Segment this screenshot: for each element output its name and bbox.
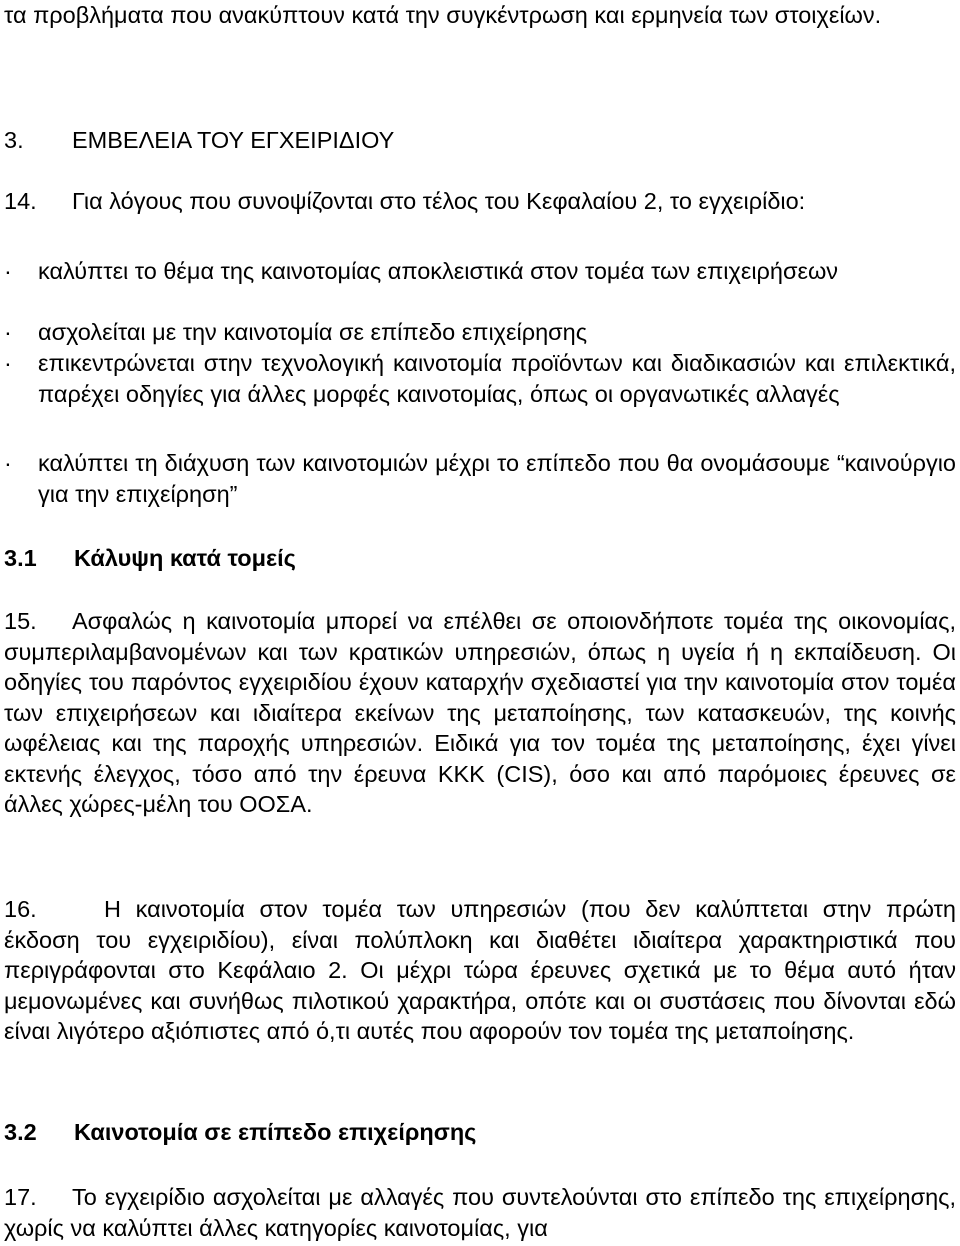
section-title: ΕΜΒΕΛΕΙΑ ΤΟΥ ΕΓΧΕΙΡΙΔΙΟΥ xyxy=(72,127,395,153)
bullet-marker: · xyxy=(4,319,12,345)
bullet-item xyxy=(4,348,956,409)
paragraph-number: 15. xyxy=(4,608,37,634)
section-3-1-heading xyxy=(4,543,296,574)
bullet-item xyxy=(4,317,956,348)
paragraph-17 xyxy=(4,1182,956,1243)
paragraph-number: 14. xyxy=(4,188,37,214)
section-title: Καινοτομία σε επίπεδο επιχείρησης xyxy=(74,1119,477,1145)
section-number: 3.1 xyxy=(4,545,37,571)
intro-paragraph-tail: τα προβλήματα που ανακύπτουν κατά την συγκέντρωση και ερμηνεία των στοιχείων. xyxy=(4,2,882,28)
bullet-item xyxy=(4,256,956,287)
bullet-marker: · xyxy=(4,350,12,376)
bullet-item xyxy=(4,448,956,509)
section-number: 3.2 xyxy=(4,1119,37,1145)
section-3-2-heading xyxy=(4,1117,476,1148)
paragraph-text: Η καινοτομία στον τομέα των υπηρεσιών (που δεν καλύπτεται στην πρώτη έκδοση του εγχειριδίου), είναι πολύπλοκη και διαθέτει ιδιαίτερα χαρακτηριστικά που περιγράφονται στο Κεφάλαιο 2. Οι μέχρι τώρα έρευνες σχετικά με το θέμα αυτό ήταν μεμονωμένες και συνήθως πιλοτικού χαρακτήρα, οπότε και οι συστάσεις που δίνονται εδώ είναι λιγότερο αξιόπιστες από ό,τι αυτές που αφορούν τον τομέα της μεταποίησης. xyxy=(4,896,956,1044)
section-3-heading xyxy=(4,125,956,156)
bullet-text: επικεντρώνεται στην τεχνολογική καινοτομία προϊόντων και διαδικασιών και επιλεκτικά, παρέχει οδηγίες για άλλες μορφές καινοτομίας, όπως οι οργανωτικές αλλαγές xyxy=(38,350,956,407)
paragraph-15 xyxy=(4,606,956,820)
section-title: Κάλυψη κατά τομείς xyxy=(74,545,296,571)
bullet-text: καλύπτει το θέμα της καινοτομίας αποκλειστικά στον τομέα των επιχειρήσεων xyxy=(38,258,839,284)
paragraph-16 xyxy=(4,894,956,1047)
paragraph-number: 16. xyxy=(4,896,37,922)
paragraph-number: 17. xyxy=(4,1184,37,1210)
paragraph-text: Το εγχειρίδιο ασχολείται με αλλαγές που συντελούνται στο επίπεδο της επιχείρησης, χωρίς να καλύπτει άλλες κατηγορίες καινοτομίας, για xyxy=(4,1184,956,1241)
paragraph-14 xyxy=(4,186,956,217)
section-number: 3. xyxy=(4,127,24,153)
bullet-marker: · xyxy=(4,450,12,476)
paragraph-text: Ασφαλώς η καινοτομία μπορεί να επέλθει σε οποιονδήποτε τομέα της οικονομίας, συμπεριλαμβανομένων και των κρατικών υπηρεσιών, όπως η υγεία ή η εκπαίδευση. Οι οδηγίες του παρόντος εγχειριδίου έχουν καταρχήν σχεδιαστεί για την καινοτομία στον τομέα των επιχειρήσεων και ιδιαίτερα εκείνων της μεταποίησης, των κατασκευών, της κοινής ωφέλειας και της παροχής υπηρεσιών. Ειδικά για τον τομέα της μεταποίησης, έχει γίνει εκτενής έλεγχος, τόσο από την έρευνα ΚΚΚ (CIS), όσο και από παρόμοιες έρευνες σε άλλες χώρες-μέλη του ΟΟΣΑ. xyxy=(4,608,956,817)
bullet-text: καλύπτει τη διάχυση των καινοτομιών μέχρι το επίπεδο που θα ονομάσουμε “καινούργιο για την επιχείρηση” xyxy=(38,450,956,507)
bullet-marker: · xyxy=(4,258,12,284)
paragraph-text: Για λόγους που συνοψίζονται στο τέλος του Κεφαλαίου 2, το εγχειρίδιο: xyxy=(72,188,806,214)
bullet-text: ασχολείται με την καινοτομία σε επίπεδο επιχείρησης xyxy=(38,319,588,345)
